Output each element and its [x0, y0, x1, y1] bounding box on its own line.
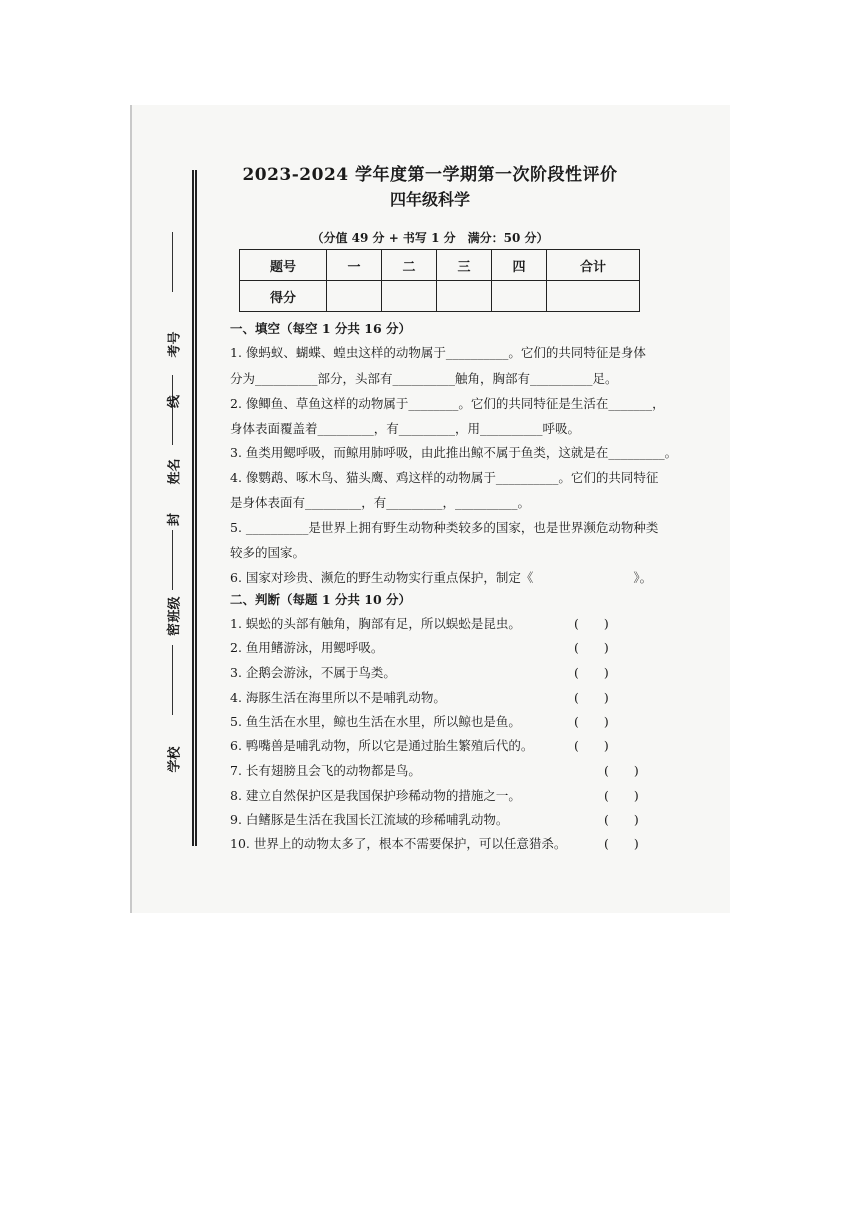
answer-paren[interactable]: ( ): [574, 616, 609, 631]
judge-item: 9. 白鳍豚是生活在我国长江流域的珍稀哺乳动物。: [230, 812, 509, 827]
line-label: 线: [167, 394, 183, 409]
score-table: [239, 249, 640, 312]
secret-label: 密: [167, 622, 183, 637]
answer-paren[interactable]: ( ): [604, 763, 639, 778]
answer-paren[interactable]: ( ): [604, 836, 639, 851]
school-label: 学校: [167, 746, 183, 773]
name-blank: [172, 375, 173, 445]
class-blank-upper: [172, 530, 173, 590]
judge-item: 5. 鱼生活在水里，鲸也生活在水里，所以鲸也是鱼。: [230, 714, 521, 729]
exam-no-label: 考号: [167, 331, 183, 358]
seal-label: 封: [167, 512, 183, 527]
answer-paren[interactable]: ( ): [574, 714, 609, 729]
fill-line: 5. __________是世界上拥有野生动物种类较多的国家，也是世界濒危动物种类: [230, 520, 659, 535]
judge-item: 2. 鱼用鳍游泳，用鳃呼吸。: [230, 640, 384, 655]
judge-item: 4. 海豚生活在海里所以不是哺乳动物。: [230, 690, 446, 705]
score-input-cell[interactable]: [327, 281, 382, 312]
judge-item: 8. 建立自然保护区是我国保护珍稀动物的措施之一。: [230, 788, 521, 803]
class-label: 班级: [167, 596, 183, 623]
fill-line: 分为__________部分，头部有__________触角，胸部有__________足。: [230, 371, 618, 386]
table-cell: 一: [327, 250, 382, 281]
answer-paren[interactable]: ( ): [574, 640, 609, 655]
table-cell: 二: [382, 250, 437, 281]
score-input-cell[interactable]: [547, 281, 640, 312]
score-input-cell[interactable]: [492, 281, 547, 312]
name-label: 姓名: [167, 458, 183, 485]
fill-line: 6. 国家对珍贵、濒危的野生动物实行重点保护，制定《 》。: [230, 570, 653, 585]
judge-item: 7. 长有翅膀且会飞的动物都是鸟。: [230, 763, 421, 778]
binding-line: [192, 170, 197, 846]
judge-item: 6. 鸭嘴兽是哺乳动物，所以它是通过胎生繁殖后代的。: [230, 738, 534, 753]
score-input-cell[interactable]: [437, 281, 492, 312]
table-cell: 得分: [240, 281, 327, 312]
section1-heading: 一、填空（每空 1 分共 16 分）: [230, 321, 412, 336]
answer-paren[interactable]: ( ): [574, 738, 609, 753]
table-cell: 三: [437, 250, 492, 281]
judge-item: 1. 蜈蚣的头部有触角，胸部有足，所以蜈蚣是昆虫。: [230, 616, 521, 631]
answer-paren[interactable]: ( ): [604, 812, 639, 827]
fill-line: 是身体表面有_________，有_________，__________。: [230, 495, 531, 510]
class-blank: [172, 645, 173, 715]
answer-paren[interactable]: ( ): [574, 690, 609, 705]
answer-paren[interactable]: ( ): [604, 788, 639, 803]
score-table-header-row: [240, 250, 640, 281]
table-cell: 题号: [240, 250, 327, 281]
fill-line: 2. 像鲫鱼、草鱼这样的动物属于________。它们的共同特征是生活在_______，: [230, 396, 665, 411]
fill-line: 身体表面覆盖着_________，有_________，用__________呼吸。: [230, 421, 581, 436]
answer-paren[interactable]: ( ): [574, 665, 609, 680]
score-table-score-row: [240, 281, 640, 312]
section2-heading: 二、判断（每题 1 分共 10 分）: [230, 592, 412, 607]
fill-line: 3. 鱼类用鳃呼吸，而鲸用肺呼吸，由此推出鲸不属于鱼类，这就是在_________。: [230, 445, 678, 460]
fill-line: 较多的国家。: [230, 545, 306, 560]
fill-line: 1. 像蚂蚁、蝴蝶、蝗虫这样的动物属于__________。它们的共同特征是身体: [230, 345, 646, 360]
judge-item: 3. 企鹅会游泳，不属于鸟类。: [230, 665, 396, 680]
exam-subtitle: 四年级科学: [389, 190, 470, 209]
fill-line: 4. 像鹦鹉、啄木鸟、猫头鹰、鸡这样的动物属于__________。它们的共同特征: [230, 470, 659, 485]
table-cell: 四: [492, 250, 547, 281]
score-note: （分值 49 分 + 书写 1 分 满分：50 分）: [311, 231, 549, 245]
table-cell: 合计: [547, 250, 640, 281]
score-input-cell[interactable]: [382, 281, 437, 312]
judge-item: 10. 世界上的动物太多了，根本不需要保护，可以任意猎杀。: [230, 836, 567, 851]
exam-title: 2023-2024 学年度第一学期第一次阶段性评价: [242, 165, 618, 185]
